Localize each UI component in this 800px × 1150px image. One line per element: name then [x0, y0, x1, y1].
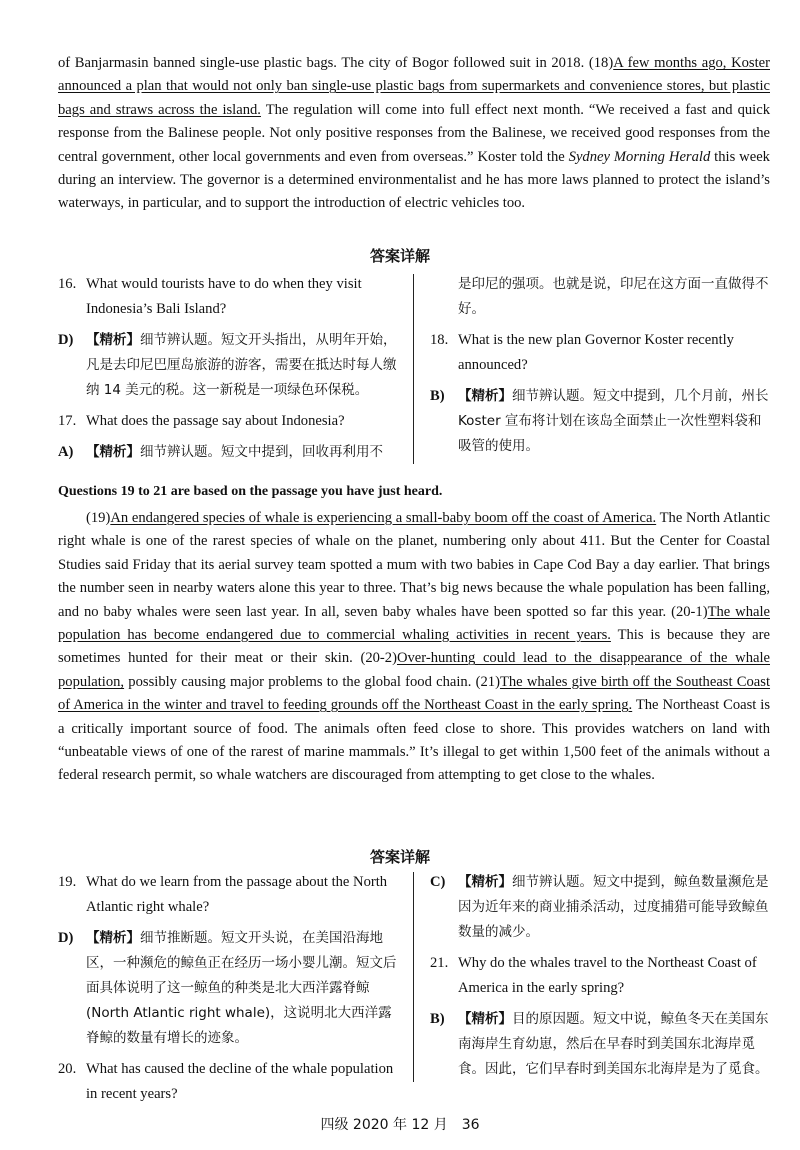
- passage-text: The regulation will come into full effect next month. “We received a fast and quick response from the Balinese people. Not only positive responses from the Balinese, we received good responses from the central government, other local governments and even from overseas.” Koster told the: [58, 101, 770, 165]
- analysis-tag: 【精析】: [86, 930, 140, 946]
- question-item: [58, 1057, 400, 1107]
- question-text: What do we learn from the passage about the North Atlantic right whale?: [86, 874, 388, 915]
- answers-2-right-column: [430, 870, 770, 1088]
- answers-heading-2: 答案详解: [369, 848, 430, 866]
- explanation-text: 细节辨认题。短文中提到，回收再利用不: [140, 444, 383, 460]
- answer-letter: B): [430, 388, 445, 404]
- question-number: 20.: [58, 1061, 77, 1077]
- question-text: Why do the whales travel to the Northeast Coast of America in the early spring?: [458, 955, 757, 996]
- question-text: What has caused the decline of the whale population in recent years?: [86, 1061, 394, 1102]
- question-number: 18.: [430, 332, 449, 348]
- explanation-text: 是印尼的强项。也就是说，印尼在这方面一直做得不好。: [458, 276, 769, 317]
- answers-2-left-column: [58, 870, 400, 1113]
- analysis-tag: 【精析】: [86, 444, 140, 460]
- question-text: What is the new plan Governor Koster recently announced?: [458, 332, 734, 373]
- answer-explanation: [58, 328, 400, 403]
- explanation-continuation: [430, 272, 770, 322]
- answer-explanation: [430, 870, 770, 945]
- analysis-tag: 【精析】: [458, 388, 512, 404]
- answers-1-right-column: [430, 272, 770, 465]
- underlined-answer-20-1: The whale population has become endangered due to commercial whaling activities in recent years.: [58, 603, 770, 644]
- question-item: [430, 328, 770, 378]
- underlined-answer-18: A few months ago, Koster announced a plan that would not only ban single-use plastic bags from supermarkets and convenience stores, but plastic bags and straws across the island.: [58, 55, 770, 118]
- answer-explanation: [430, 1007, 770, 1082]
- answer-marker-20-2: (20-2): [360, 650, 397, 667]
- answer-letter: C): [430, 874, 446, 890]
- answers-1-left-column: [58, 272, 400, 471]
- question-number: 19.: [58, 874, 77, 890]
- passage-top: [58, 52, 770, 216]
- underlined-answer-20-2: Over-hunting could lead to the disappearance of the whale population,: [58, 650, 770, 690]
- answer-letter: B): [430, 1011, 445, 1027]
- question-number: 17.: [58, 413, 77, 429]
- explanation-text: 目的原因题。短文中说，鲸鱼冬天在美国东南海岸生育幼崽，然后在早春时到美国东北海岸觅食。因此，它们早春时到美国东北海岸是为了觅食。: [458, 1011, 769, 1077]
- passage-text: This is because they are sometimes hunted for their meat or their skin.: [58, 627, 770, 667]
- answer-marker-18: (18): [588, 55, 614, 71]
- answers-heading-1: 答案详解: [369, 247, 430, 265]
- explanation-text: 细节推断题。短文开头说，在美国沿海地区，一种濒危的鲸鱼正在经历一场小婴儿潮。短文后面具体说明了这一鲸鱼的种类是北大西洋露脊鲸(North Atlantic right whale)，这说明北大西洋露脊鲸的数量有增长的迹象。: [86, 930, 397, 1046]
- underlined-answer-19: An endangered species of whale is experiencing a small-baby boom off the coast of America.: [110, 510, 657, 526]
- question-text: What would tourists have to do when they visit Indonesia’s Bali Island?: [86, 276, 362, 317]
- answer-letter: A): [58, 444, 74, 460]
- analysis-tag: 【精析】: [458, 1011, 512, 1027]
- answer-letter: D): [58, 332, 74, 348]
- analysis-tag: 【精析】: [458, 874, 512, 890]
- answer-explanation: [58, 926, 400, 1051]
- passage-text: The Northeast Coast is a critically important source of food. The animals often feed close to shore. This provides watchers on land with “unbeatable views of one of the rarest of marine mammals.” It’s illegal to get within 1,500 feet of the animals without a federal research permit, so whale watchers are discouraged from attempting to get close to the whales.: [58, 697, 770, 784]
- page-footer: 四级 2020 年 12 月 36: [320, 1117, 480, 1133]
- questions-heading: Questions 19 to 21 are based on the passage you have just heard.: [58, 484, 443, 499]
- passage-whale: [58, 507, 770, 788]
- question-number: 16.: [58, 276, 77, 292]
- answer-letter: D): [58, 930, 74, 946]
- column-divider: [413, 872, 414, 1082]
- answer-marker-21: (21): [475, 673, 500, 690]
- question-item: [58, 409, 400, 434]
- underlined-answer-21: The whales give birth off the Southeast Coast of America in the winter and travel to feeding grounds off the Northeast Coast in the early spring.: [58, 673, 771, 714]
- passage-text: possibly causing major problems to the global food chain.: [124, 673, 476, 690]
- explanation-text: 细节辨认题。短文中提到，几个月前，州长 Koster 宣布将计划在该岛全面禁止一次性塑料袋和吸管的使用。: [458, 388, 769, 454]
- question-item: [58, 272, 400, 322]
- question-number: 21.: [430, 955, 449, 971]
- column-divider: [413, 274, 414, 464]
- answer-explanation: [58, 440, 400, 465]
- answer-explanation: [430, 384, 770, 459]
- answer-marker-19: (19): [86, 510, 111, 526]
- passage-text: The North Atlantic right whale is one of the rarest species of whale on the planet, numbering only about 411. But the Center for Coastal Studies said Friday that its aerial survey team spotted a mum with two babies in Cape Cod Bay a day earlier. That brings the number seen in nearby waters alone this year to three. That’s big news because the whale population has been falling, and no baby whales were seen last year. In all, seven baby whales have been spotted so far this year.: [58, 510, 771, 620]
- passage-text: this week during an interview. The governor is a determined environmentalist and he has more laws planned to protect the island’s waterways, in particular, and to support the introduction of electric vehicles too.: [58, 148, 770, 212]
- question-item: [58, 870, 400, 920]
- analysis-tag: 【精析】: [86, 332, 140, 348]
- question-text: What does the passage say about Indonesia?: [86, 413, 345, 429]
- question-item: [430, 951, 770, 1001]
- explanation-text: 细节辨认题。短文中提到，鲸鱼数量濒危是因为近年来的商业捕杀活动，过度捕猎可能导致鲸鱼数量的减少。: [458, 874, 769, 940]
- newspaper-title: Sydney Morning Herald: [568, 148, 711, 165]
- passage-text: of Banjarmasin banned single-use plastic bags. The city of Bogor followed suit in 2018.: [58, 55, 589, 71]
- explanation-text: 细节辨认题。短文开头指出，从明年开始，凡是去印尼巴厘岛旅游的游客，需要在抵达时每人缴纳 14 美元的税。这一新税是一项绿色环保税。: [86, 332, 397, 398]
- answer-marker-20-1: (20-1): [671, 603, 708, 620]
